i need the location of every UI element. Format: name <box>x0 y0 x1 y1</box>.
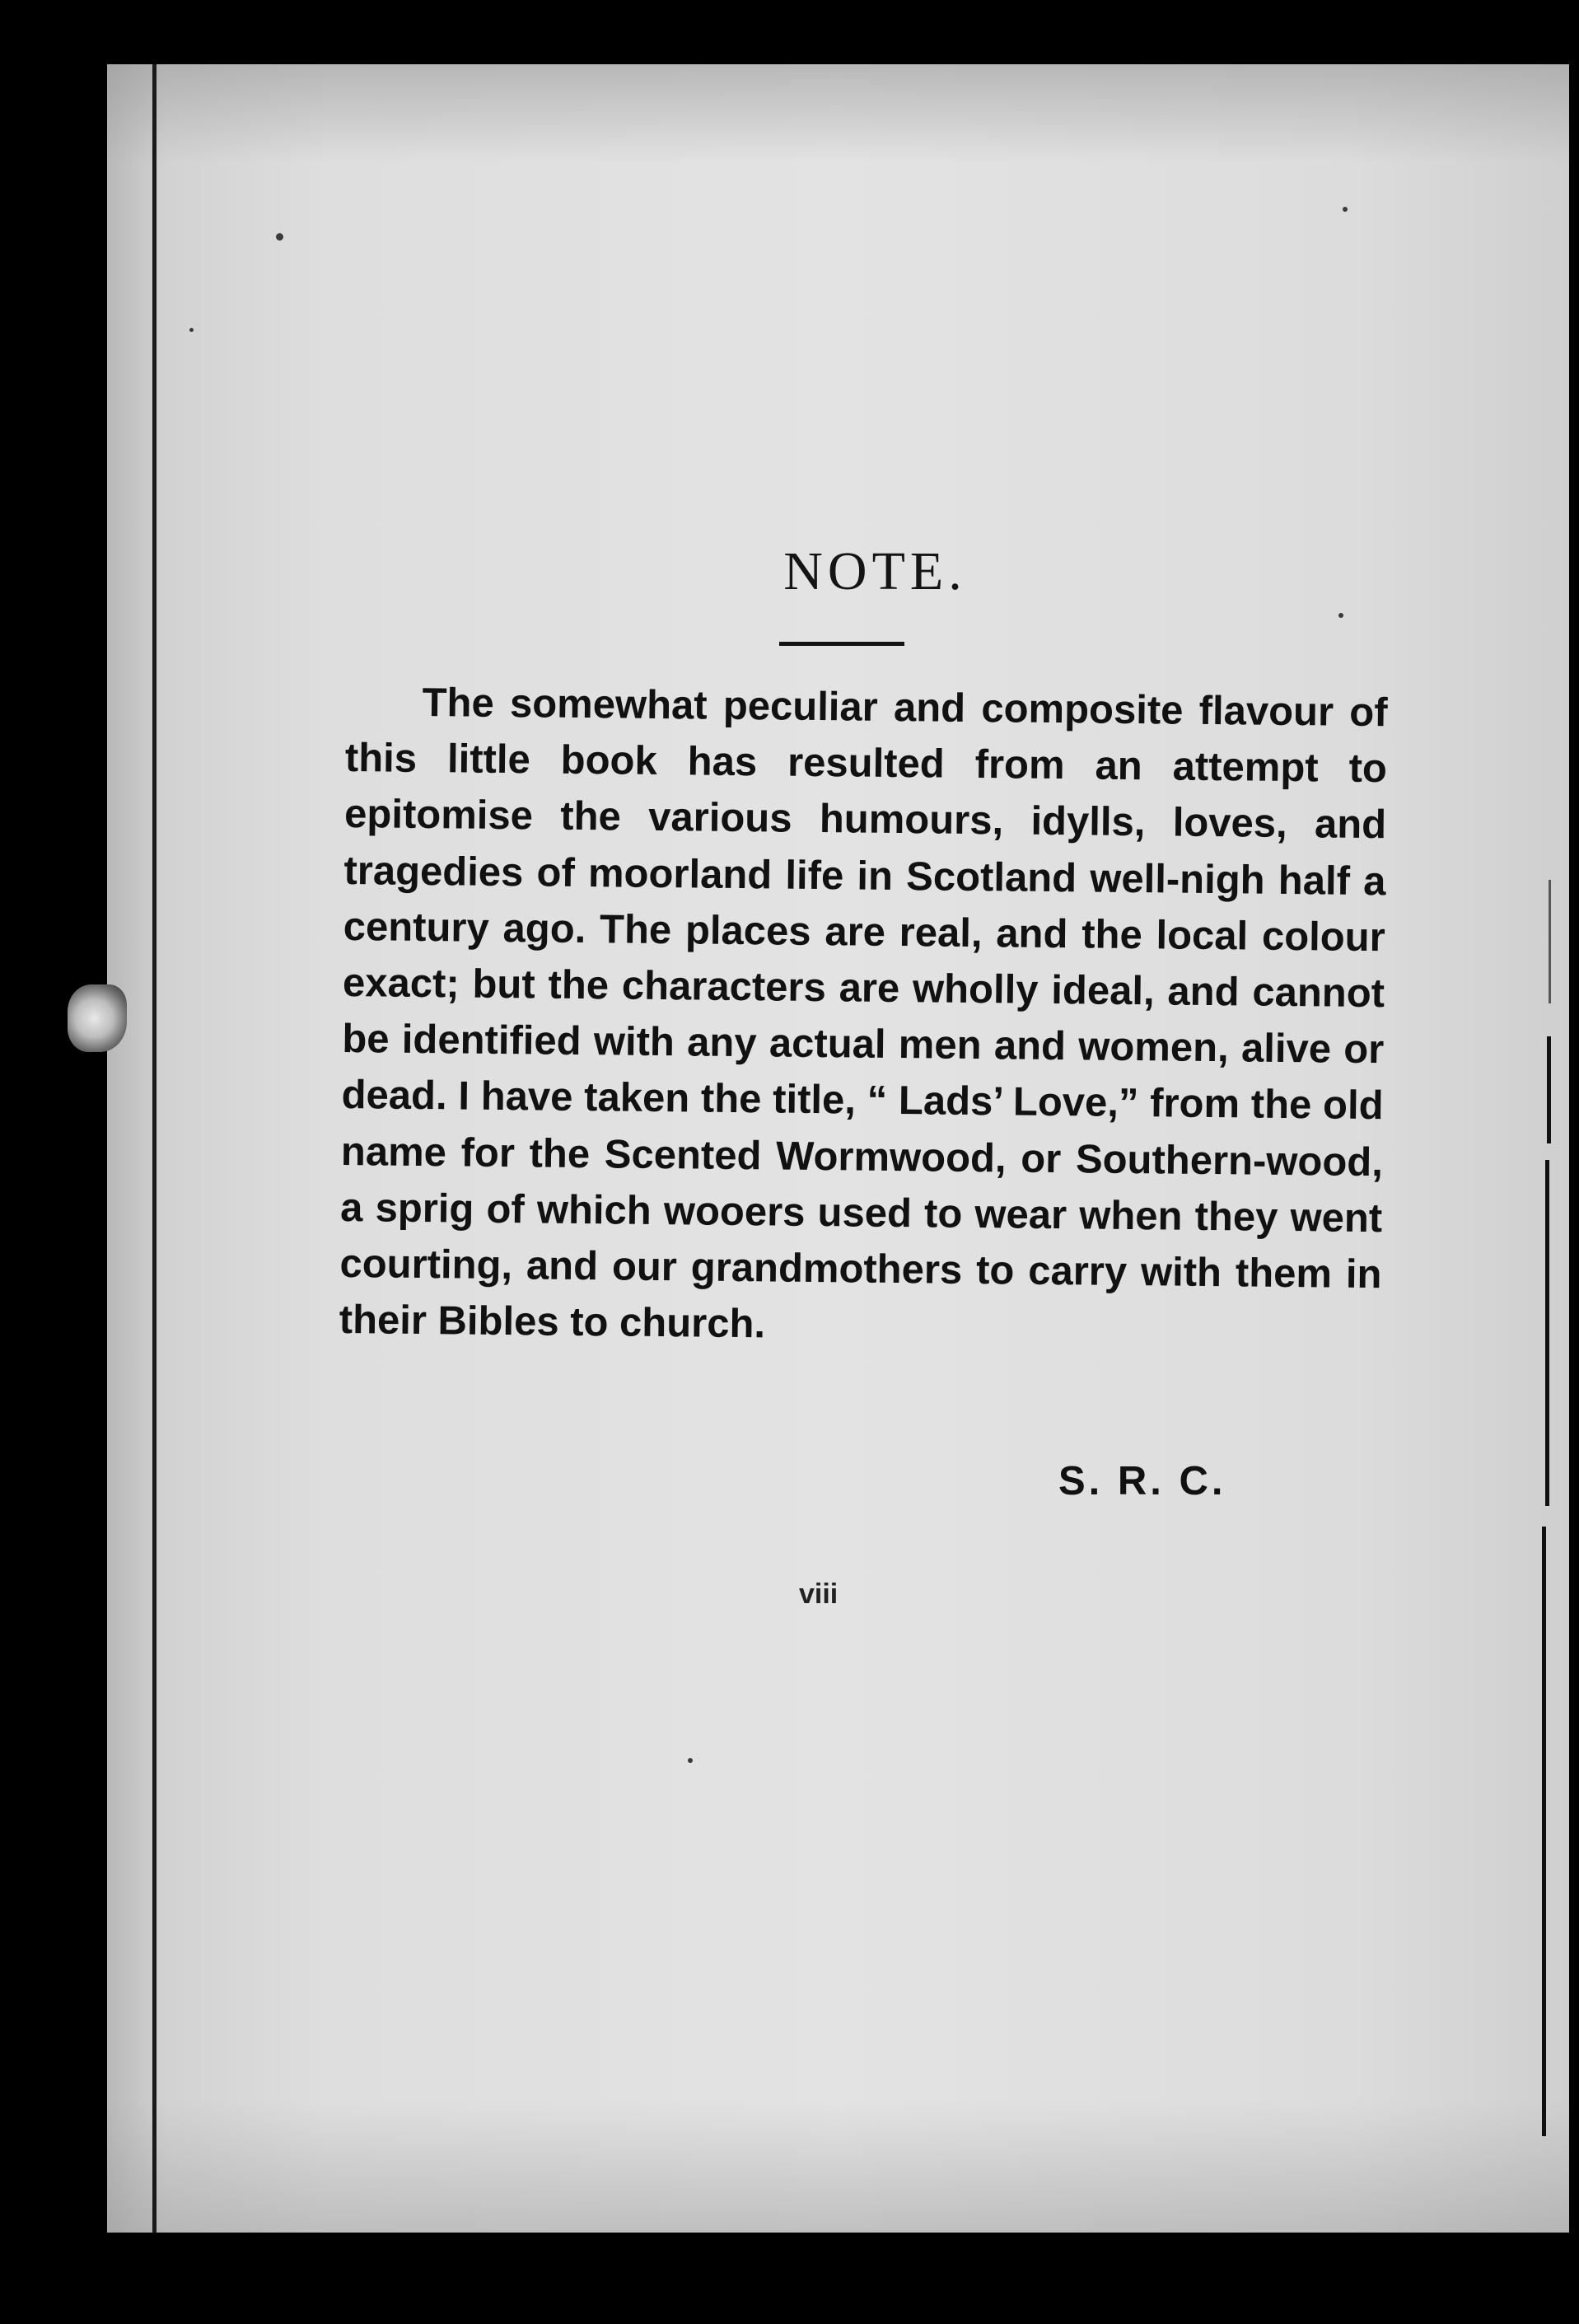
page-content <box>107 64 1569 2233</box>
paper-speck <box>276 233 283 241</box>
paper-speck <box>1343 207 1348 212</box>
page-title: NOTE. <box>783 541 967 601</box>
paper-speck <box>688 1758 693 1763</box>
author-signature: S. R. C. <box>1058 1459 1226 1503</box>
paper-speck <box>189 328 194 332</box>
page-number: viii <box>799 1578 839 1610</box>
scanned-page <box>107 64 1569 2233</box>
binding-clip-mark <box>68 984 127 1052</box>
right-margin-mark <box>1542 1527 1546 2136</box>
title-rule <box>779 642 904 646</box>
right-margin-mark <box>1545 1160 1549 1506</box>
right-margin-mark <box>1549 880 1551 1003</box>
book-spine-edge <box>152 64 156 2233</box>
note-body-paragraph: The somewhat peculiar and composite flavour of this little book has resulted from an attempt to epitomise the various humours, idylls, loves, and tragedies of moorland life in Scotland well-nigh half a century ago. The places are real, and the local colour exact; but the characters are wholly ideal, and cannot be identified with any actual men and women, alive or dead. I have taken the title, “ Lads’ Love,” from the old name for the Scented Wormwood, or Southern-wood, a sprig of which wooers used to wear when they went courting, and our grandmothers to carry with them in their Bibles to church. <box>339 680 1388 1347</box>
paper-speck <box>1338 613 1343 618</box>
right-margin-mark <box>1547 1036 1551 1143</box>
